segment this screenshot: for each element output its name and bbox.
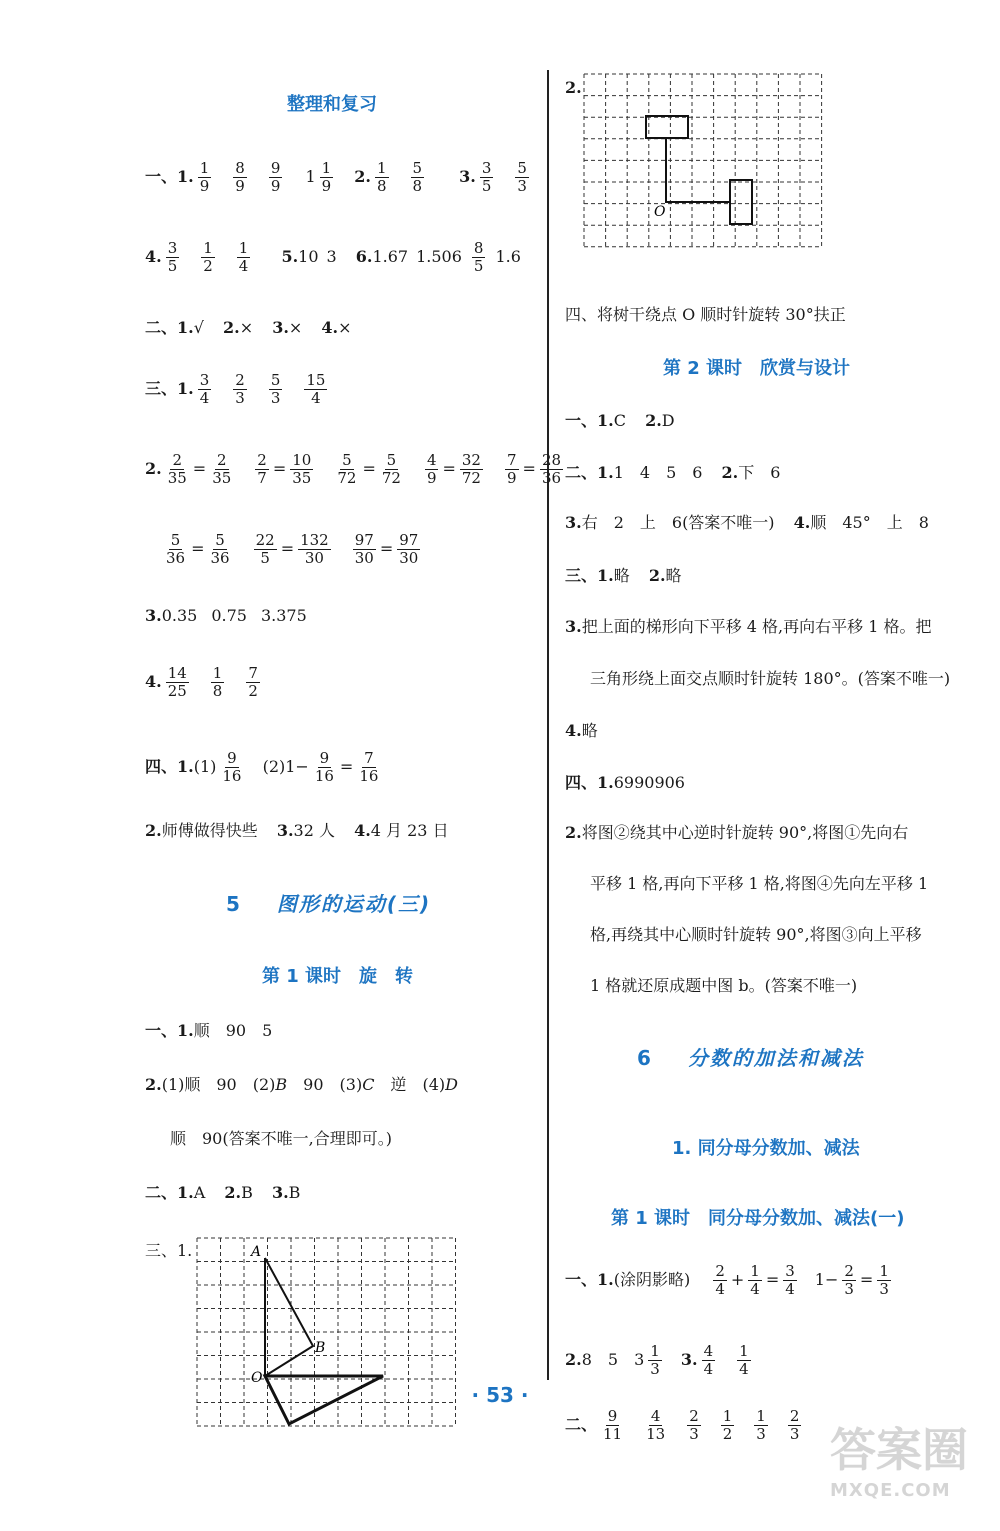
fraction: $\frac{132}{30}$ xyxy=(300,531,329,567)
right-q2-label: 2. xyxy=(565,78,582,97)
section-title: 整理和复习 xyxy=(287,94,377,115)
fraction: $\frac{97}{30}$ xyxy=(399,531,419,567)
fraction: $\frac{9}{16}$ xyxy=(314,749,334,785)
point-label-O: O xyxy=(251,1370,263,1386)
chapter-5-heading xyxy=(226,888,431,917)
r-line-8: 四、1.6990906 xyxy=(565,773,685,792)
answer-line-l1-2: 2.(1)顺 90 (2)B 90 (3)C 逆 (4)D xyxy=(145,1075,458,1094)
fraction: $\frac{5}{36}$ xyxy=(166,531,186,567)
fraction: $\frac{3}{4}$ xyxy=(199,371,210,407)
fraction: $\frac{1}{4}$ xyxy=(739,1342,749,1378)
fraction: $\frac{2}{3}$ xyxy=(235,371,245,407)
point-label-B: B xyxy=(315,1340,326,1356)
chapter-number: 6 xyxy=(637,1046,653,1070)
fraction: $\frac{4}{4}$ xyxy=(703,1342,714,1378)
r-line-9: 2.将图②绕其中心逆时针旋转 90°,将图①先向右 xyxy=(565,823,909,842)
tree-trunk xyxy=(666,138,730,202)
lesson-1-title: 第 1 课时 同分母分数加、减法(一) xyxy=(611,1208,905,1229)
answer-line-3-4: 4. $\frac{14}{25}$ $\frac{1}{8}$ $\frac{7}{2}$ xyxy=(145,664,258,700)
fraction: $\frac{5}{3}$ xyxy=(270,371,281,407)
fraction: $\frac{15}{4}$ xyxy=(306,371,326,407)
watermark-mark: 答案圈 xyxy=(830,1423,968,1477)
fraction: $\frac{28}{36}$ xyxy=(541,451,562,487)
answer-line-3-1: 三、1. $\frac{3}{4}$ $\frac{2}{3}$ $\frac{5}{3}$ $\frac{15}{4}$ xyxy=(145,371,326,407)
chapter-title: 分数的加法和减法 xyxy=(687,1046,864,1070)
fraction: $\frac{2}{3}$ xyxy=(689,1407,699,1443)
fraction: $\frac{9}{11}$ xyxy=(603,1407,623,1443)
fraction: $\frac{14}{25}$ xyxy=(167,664,187,700)
fraction: $\frac{8}{9}$ xyxy=(235,159,245,195)
fraction: $\frac{3}{5}$ xyxy=(167,239,178,275)
answer-line-1-1: 一、1. $\frac{1}{9}$ $\frac{8}{9}$ $\frac{9}{9}$ 1 $\frac{1}{9}$ 2. $\frac{1}{8}$ $\frac{5}{8}$ 3. $\frac{3}{5}$ $\frac{5}{3}$ xyxy=(145,159,527,195)
fraction: $\frac{7}{2}$ xyxy=(248,664,258,700)
fraction: $\frac{2}{3}$ xyxy=(844,1262,854,1298)
fraction: $\frac{32}{72}$ xyxy=(461,451,481,487)
watermark-logo xyxy=(830,1420,980,1520)
fraction: $\frac{9}{16}$ xyxy=(222,749,242,785)
point-label-O2: O xyxy=(654,204,666,220)
fraction: $\frac{1}{4}$ xyxy=(238,239,249,275)
fraction: $\frac{5}{8}$ xyxy=(412,159,423,195)
translation-grid-figure xyxy=(582,72,842,272)
answer-line-3-2a: 2. $\frac{2}{35}$ = $\frac{2}{35}$ $\frac{2}{7}$ = $\frac{10}{35}$ $\frac{5}{72}$ = $\frac{5}{72}$ $\frac{4}{9}$ = $\frac{32}{72}$ $\frac{7}{9}$ = $\frac{28}{36}$ xyxy=(145,451,562,487)
fraction: $\frac{22}{5}$ xyxy=(255,531,275,567)
fraction: $\frac{1}{3}$ xyxy=(756,1407,766,1443)
r-line-3: 3.右 2 上 6(答案不唯一) 4.顺 45° 上 8 xyxy=(565,513,929,532)
fraction: $\frac{1}{9}$ xyxy=(199,159,210,195)
answer-line-l1-part2: 二、1.A 2.B 3.B xyxy=(145,1183,301,1202)
fraction: $\frac{8}{5}$ xyxy=(473,239,484,275)
fraction: $\frac{2}{4}$ xyxy=(715,1262,725,1298)
fraction: $\frac{5}{3}$ xyxy=(517,159,527,195)
chapter-number: 5 xyxy=(226,892,242,916)
r-line-11: 格,再绕其中心顺时针旋转 90°,将图③向上平移 xyxy=(590,925,922,944)
column-divider xyxy=(547,70,549,1380)
watermark-url: MXQE.COM xyxy=(830,1480,951,1501)
fraction: $\frac{1}{3}$ xyxy=(879,1262,889,1298)
answer-line-l1-part3: 三、1. xyxy=(145,1241,193,1260)
fraction: $\frac{1}{8}$ xyxy=(376,159,387,195)
point-label-A: A xyxy=(251,1244,262,1260)
subsection-title: 1. 同分母分数加、减法 xyxy=(672,1138,860,1159)
chapter-title: 图形的运动(三) xyxy=(276,892,432,916)
r-line-10: 平移 1 格,再向下平移 1 格,将图④先向左平移 1 xyxy=(590,874,929,893)
fraction: $\frac{5}{72}$ xyxy=(337,451,357,487)
fraction: $\frac{1}{2}$ xyxy=(722,1407,733,1443)
fraction: $\frac{2}{35}$ xyxy=(167,451,187,487)
r-line-2: 二、1.1 4 5 6 2.下 6 xyxy=(565,463,781,482)
fraction: $\frac{1}{4}$ xyxy=(750,1262,760,1298)
r-line-1: 一、1.C 2.D xyxy=(565,411,675,430)
lesson-2-title: 第 2 课时 欣赏与设计 xyxy=(663,358,851,379)
fraction: $\frac{1}{8}$ xyxy=(212,664,223,700)
fraction: $\frac{5}{72}$ xyxy=(381,451,401,487)
chapter-6-heading xyxy=(637,1042,864,1071)
fraction: $\frac{9}{9}$ xyxy=(270,159,281,195)
fraction: $\frac{10}{35}$ xyxy=(292,451,312,487)
fraction: $\frac{3}{4}$ xyxy=(785,1262,795,1298)
answer-line-l1-2b: 顺 90(答案不唯一,合理即可。) xyxy=(170,1129,392,1148)
fraction: $\frac{2}{35}$ xyxy=(212,451,232,487)
fraction: $\frac{1}{2}$ xyxy=(203,239,213,275)
fraction: $\frac{7}{16}$ xyxy=(359,749,379,785)
r-line-7: 4.略 xyxy=(565,721,598,740)
r-line-6: 三角形绕上面交点顺时针旋转 180°。(答案不唯一) xyxy=(590,669,951,688)
s-line-2: 2.8 5 3 $\frac{1}{3}$ 3. $\frac{4}{4}$ $\frac{1}{4}$ xyxy=(565,1342,749,1378)
r-line-4: 三、1.略 2.略 xyxy=(565,566,682,585)
fraction: $\frac{3}{5}$ xyxy=(481,159,492,195)
fraction: $\frac{4}{13}$ xyxy=(646,1407,666,1443)
fraction: $\frac{5}{36}$ xyxy=(210,531,230,567)
fraction: $\frac{1}{9}$ xyxy=(321,159,332,195)
answer-line-l1-1: 一、1.顺 90 5 xyxy=(145,1021,273,1040)
tree-side-rect xyxy=(730,180,752,224)
lesson-title: 第 1 课时 旋 转 xyxy=(262,966,414,987)
tree-top-rect xyxy=(646,116,688,138)
triangle-original xyxy=(265,1258,313,1376)
r-line-5: 3.把上面的梯形向下平移 4 格,再向右平移 1 格。把 xyxy=(565,617,932,636)
s-line-1: 一、1.(涂阴影略) $\frac{2}{4}$ + $\frac{1}{4}$ = $\frac{3}{4}$ 1− $\frac{2}{3}$ = $\frac{1}{3}$ xyxy=(565,1262,889,1298)
answer-line-1-4: 4. $\frac{3}{5}$ $\frac{1}{2}$ $\frac{1}{4}$ 5.10 3 6.1.67 1.506 $\frac{8}{5}$ 1.6 xyxy=(145,239,521,275)
fraction: $\frac{4}{9}$ xyxy=(426,451,437,487)
page-number: · 53 · xyxy=(471,1383,529,1407)
fraction: $\frac{97}{30}$ xyxy=(354,531,374,567)
fraction: $\frac{1}{3}$ xyxy=(650,1342,660,1378)
fraction: $\frac{2}{3}$ xyxy=(789,1407,800,1443)
answer-line-3-2b: $\frac{5}{36}$ = $\frac{5}{36}$ $\frac{22}{5}$ = $\frac{132}{30}$ $\frac{97}{30}$ = $\frac{97}{30}$ xyxy=(166,531,419,567)
r-line-12: 1 格就还原成题中图 b。(答案不唯一) xyxy=(590,976,858,995)
answer-line-2: 二、1.√ 2.× 3.× 4.× xyxy=(145,318,352,337)
answer-line-4-2: 2.师傅做得快些 3.32 人 4.4 月 23 日 xyxy=(145,821,449,840)
fraction: $\frac{7}{9}$ xyxy=(506,451,517,487)
answer-line-3-3: 3.0.35 0.75 3.375 xyxy=(145,606,307,625)
fraction: $\frac{2}{7}$ xyxy=(257,451,267,487)
right-part4-line: 四、将树干绕点 O 顺时针旋转 30°扶正 xyxy=(565,305,846,324)
answer-line-4-1: 四、1.(1) $\frac{9}{16}$ (2)1− $\frac{9}{16}$ = $\frac{7}{16}$ xyxy=(145,749,379,785)
s-line-3: 二、 $\frac{9}{11}$ $\frac{4}{13}$ $\frac{2}{3}$ $\frac{1}{2}$ $\frac{1}{3}$ $\frac{2}{3}$ xyxy=(565,1407,800,1443)
